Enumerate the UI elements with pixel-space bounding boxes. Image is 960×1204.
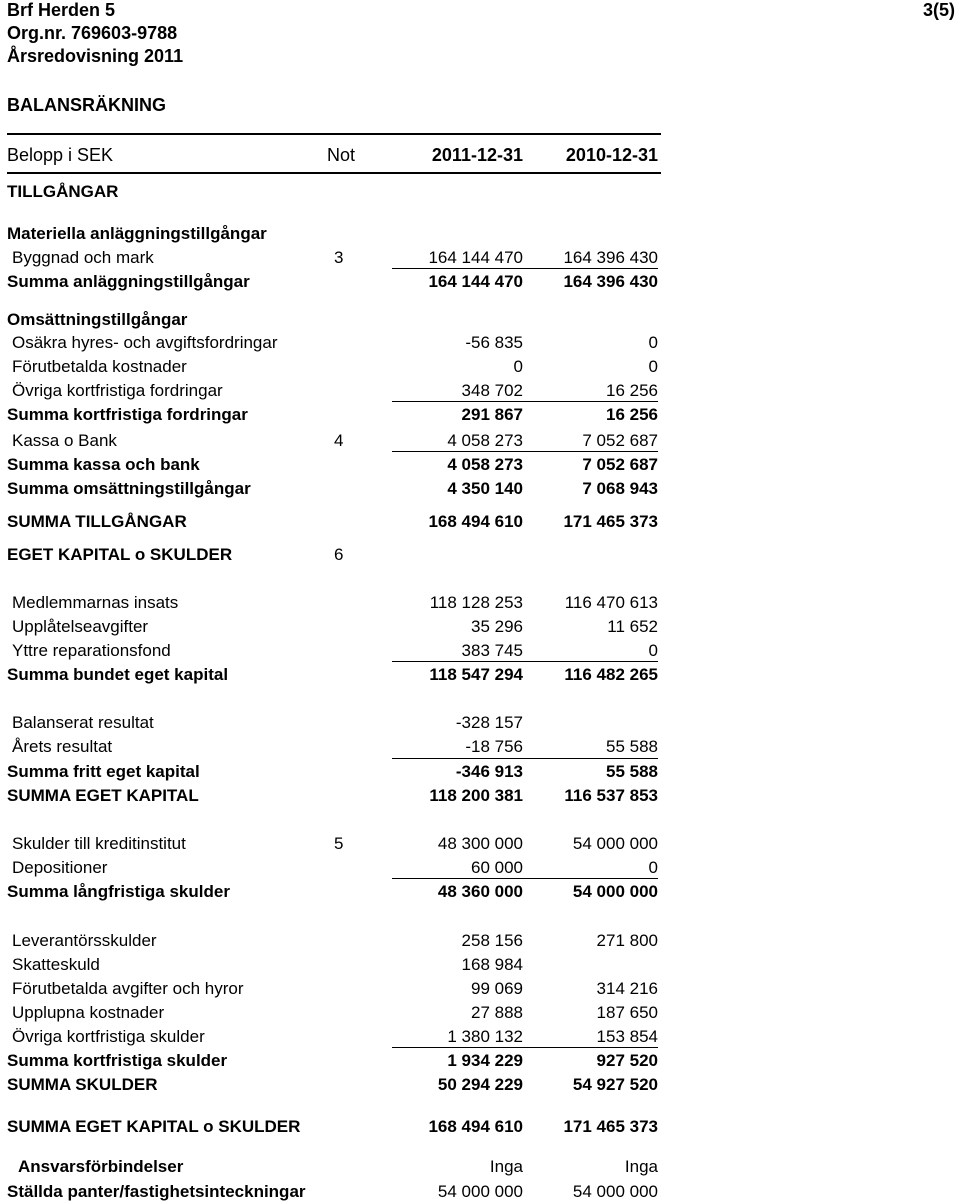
row-value-2011: 99 069 — [471, 979, 523, 998]
row-label: TILLGÅNGAR — [7, 182, 119, 201]
row-value-2011: 168 494 610 — [428, 1117, 523, 1136]
row-value-2010: 54 000 000 — [572, 1182, 658, 1201]
row-value-2010: 0 — [648, 357, 658, 376]
column-header-2010: 2010-12-31 — [565, 145, 658, 165]
row-label: Summa anläggningstillgångar — [7, 272, 250, 291]
row-label: Summa bundet eget kapital — [7, 665, 229, 684]
row-note: 6 — [334, 545, 344, 564]
row-label: Upplupna kostnader — [12, 1003, 165, 1022]
row-value-2010: 55 588 — [606, 762, 658, 781]
subtotal-rule — [392, 1047, 658, 1048]
row-value-2010: 0 — [648, 641, 658, 660]
row-value-2011: 48 360 000 — [437, 882, 523, 901]
row-label: Skatteskuld — [12, 955, 100, 974]
subtotal-rule — [392, 878, 658, 879]
row-label: Summa kassa och bank — [7, 455, 200, 474]
row-label: Omsättningstillgångar — [7, 310, 188, 329]
row-label: Övriga kortfristiga fordringar — [12, 381, 223, 400]
row-value-2010: 171 465 373 — [563, 512, 658, 531]
subtotal-rule — [392, 451, 658, 452]
row-label: Osäkra hyres- och avgiftsfordringar — [12, 333, 278, 352]
row-value-2010: 7 052 687 — [582, 455, 658, 474]
row-label: Kassa o Bank — [12, 431, 117, 450]
row-value-2011: 35 296 — [471, 617, 523, 636]
row-label: Balanserat resultat — [12, 713, 154, 732]
row-value-2010: 54 000 000 — [572, 834, 658, 853]
row-note: 4 — [334, 431, 344, 450]
row-label: Summa omsättningstillgångar — [7, 479, 251, 498]
row-label: Summa kortfristiga skulder — [7, 1051, 228, 1070]
row-value-2011: 118 128 253 — [429, 593, 523, 612]
row-label: Summa långfristiga skulder — [7, 882, 230, 901]
row-value-2011: 50 294 229 — [437, 1075, 523, 1094]
row-label: Övriga kortfristiga skulder — [12, 1027, 205, 1046]
row-value-2010: 171 465 373 — [563, 1117, 658, 1136]
row-label: Ställda panter/fastighetsinteckningar — [7, 1182, 306, 1201]
row-value-2010: 16 256 — [606, 381, 658, 400]
row-label: SUMMA EGET KAPITAL o SKULDER — [7, 1117, 301, 1136]
row-value-2010: 116 482 265 — [564, 665, 658, 684]
row-label: Upplåtelseavgifter — [12, 617, 149, 636]
row-value-2011: 118 547 294 — [429, 665, 523, 684]
page-title: BALANSRÄKNING — [7, 95, 166, 115]
row-value-2010: 16 256 — [606, 405, 658, 424]
table-top-rule — [7, 133, 661, 135]
row-label: Yttre reparationsfond — [12, 641, 171, 660]
column-header-2011: 2011-12-31 — [431, 145, 523, 165]
row-value-2011: 54 000 000 — [437, 1182, 523, 1201]
row-label: Årets resultat — [12, 737, 113, 756]
row-value-2011: 168 494 610 — [428, 512, 523, 531]
row-label: SUMMA TILLGÅNGAR — [7, 512, 187, 531]
subtotal-rule — [392, 401, 658, 402]
row-value-2010: 164 396 430 — [563, 272, 658, 291]
row-value-2011: -328 157 — [455, 713, 523, 732]
row-value-2010: 314 216 — [596, 979, 658, 998]
row-value-2010: 116 470 613 — [564, 593, 658, 612]
row-value-2010: 187 650 — [596, 1003, 658, 1022]
row-label: SUMMA SKULDER — [7, 1075, 158, 1094]
row-value-2011: Inga — [489, 1157, 523, 1176]
row-value-2010: 54 927 520 — [572, 1075, 658, 1094]
row-value-2010: 116 537 853 — [564, 786, 658, 805]
table-header-rule — [7, 172, 661, 174]
row-label: Byggnad och mark — [12, 248, 154, 267]
company-name: Brf Herden 5 — [7, 0, 116, 20]
row-value-2011: 118 200 381 — [429, 786, 523, 805]
row-value-2010: 0 — [648, 333, 658, 352]
row-value-2011: 383 745 — [461, 641, 523, 660]
row-label: Summa kortfristiga fordringar — [7, 405, 248, 424]
row-value-2010: 271 800 — [596, 931, 658, 950]
subtotal-rule — [392, 758, 658, 759]
row-value-2010: 7 068 943 — [582, 479, 658, 498]
subtotal-rule — [392, 661, 658, 662]
row-value-2011: 164 144 470 — [428, 272, 523, 291]
row-value-2011: 258 156 — [461, 931, 523, 950]
row-value-2010: 0 — [648, 858, 658, 877]
row-value-2011: 1 380 132 — [447, 1027, 523, 1046]
column-header-note: Not — [327, 145, 356, 165]
row-value-2011: 4 058 273 — [447, 431, 523, 450]
row-value-2011: 4 350 140 — [447, 479, 523, 498]
row-value-2010: 11 652 — [607, 617, 658, 636]
org-number: Org.nr. 769603-9788 — [7, 23, 178, 43]
row-label: Skulder till kreditinstitut — [12, 834, 186, 853]
row-value-2011: 168 984 — [461, 955, 523, 974]
row-value-2010: Inga — [624, 1157, 658, 1176]
row-value-2011: 48 300 000 — [437, 834, 523, 853]
row-value-2011: 0 — [513, 357, 523, 376]
row-value-2011: 291 867 — [461, 405, 523, 424]
row-note: 5 — [334, 834, 344, 853]
report-name: Årsredovisning 2011 — [7, 46, 184, 66]
row-value-2011: 4 058 273 — [447, 455, 523, 474]
row-value-2011: 1 934 229 — [447, 1051, 523, 1070]
row-note: 3 — [334, 248, 344, 267]
row-label: Materiella anläggningstillgångar — [7, 224, 267, 243]
row-value-2010: 55 588 — [606, 737, 658, 756]
row-value-2010: 54 000 000 — [572, 882, 658, 901]
page-number: 3(5) — [922, 0, 955, 20]
row-value-2010: 153 854 — [596, 1027, 658, 1046]
row-value-2011: -346 913 — [455, 762, 523, 781]
row-value-2011: 60 000 — [471, 858, 523, 877]
row-label: Summa fritt eget kapital — [7, 762, 200, 781]
row-value-2010: 164 396 430 — [563, 248, 658, 267]
row-label: Ansvarsförbindelser — [18, 1157, 184, 1176]
column-header-label: Belopp i SEK — [7, 145, 114, 165]
row-label: Förutbetalda avgifter och hyror — [12, 979, 244, 998]
row-label: Leverantörsskulder — [12, 931, 157, 950]
row-label: SUMMA EGET KAPITAL — [7, 786, 199, 805]
row-value-2011: -56 835 — [465, 333, 523, 352]
row-label: Medlemmarnas insats — [12, 593, 179, 612]
row-value-2011: 27 888 — [471, 1003, 523, 1022]
row-label: Depositioner — [12, 858, 108, 877]
row-value-2011: -18 756 — [465, 737, 523, 756]
row-value-2010: 927 520 — [596, 1051, 658, 1070]
row-value-2011: 348 702 — [461, 381, 523, 400]
subtotal-rule — [392, 268, 658, 269]
row-label: Förutbetalda kostnader — [12, 357, 187, 376]
row-value-2010: 7 052 687 — [582, 431, 658, 450]
row-value-2011: 164 144 470 — [428, 248, 523, 267]
row-label: EGET KAPITAL o SKULDER — [7, 545, 233, 564]
